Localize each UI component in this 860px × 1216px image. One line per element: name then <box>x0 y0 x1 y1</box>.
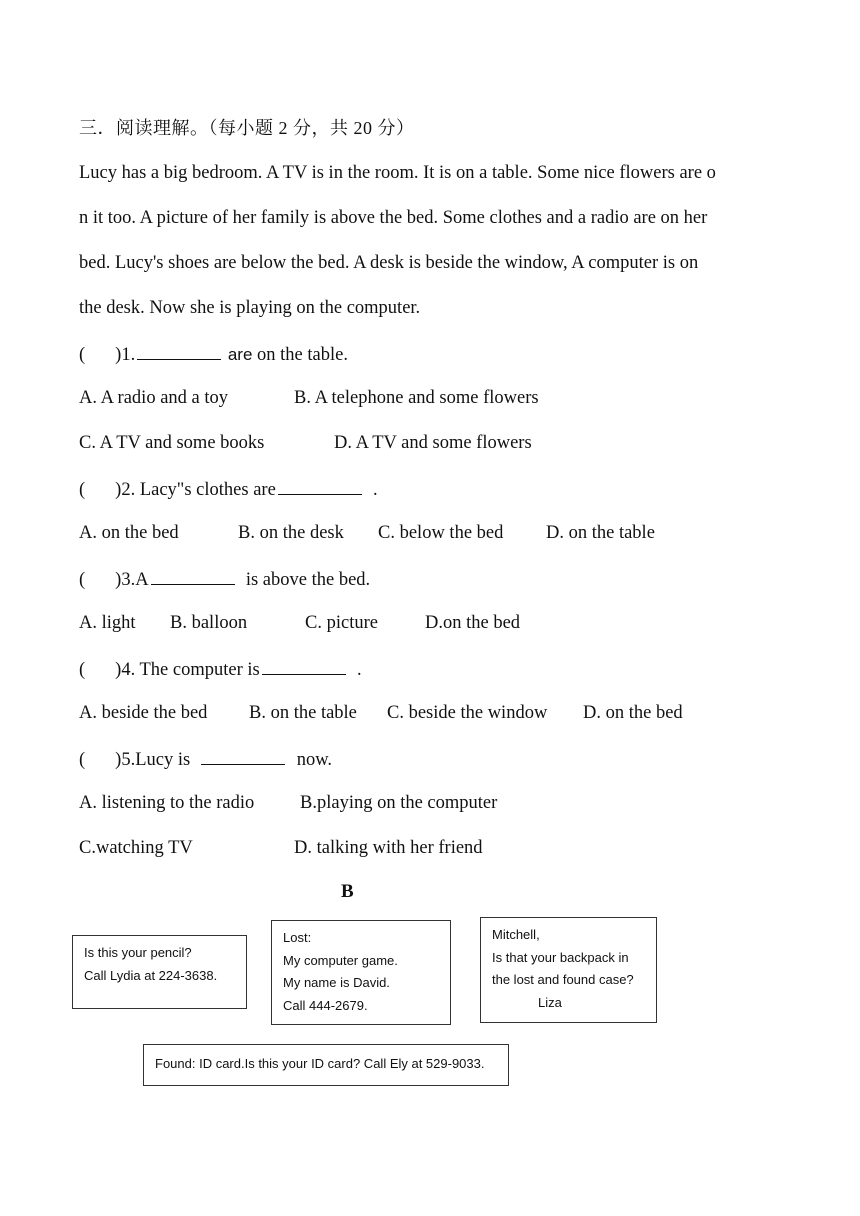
question-stem: )3.A <box>115 570 149 590</box>
question-stem-end: is above the bed. <box>245 570 371 590</box>
question-3 <box>79 566 370 592</box>
q2-option-b: B. on the desk <box>238 523 344 543</box>
note-pencil <box>72 935 247 1009</box>
question-stem-mid: are <box>227 345 253 364</box>
note-line: Call Lydia at 224-3638. <box>84 967 218 983</box>
q2-option-a: A. on the bed <box>79 523 179 543</box>
question-2 <box>79 476 378 502</box>
q5-option-a: A. listening to the radio <box>79 793 255 813</box>
note-line: My name is David. <box>283 975 390 990</box>
passage-line-2: n it too. A picture of her family is above the bed. Some clothes and a radio are on her <box>79 208 708 228</box>
q1-option-a: A. A radio and a toy <box>79 388 229 408</box>
q5-option-d: D. talking with her friend <box>294 838 483 858</box>
part-b-title: B <box>341 881 354 902</box>
q5-option-c: C.watching TV <box>79 838 193 858</box>
q2-option-d: D. on the table <box>546 523 655 543</box>
note-line: Call 444-2679. <box>283 997 368 1013</box>
q4-option-d: D. on the bed <box>583 703 683 723</box>
passage-line-4: the desk. Now she is playing on the computer. <box>79 298 421 318</box>
q1-option-d: D. A TV and some flowers <box>334 433 532 453</box>
answer-paren: ( <box>79 345 86 365</box>
note-lost-game <box>271 920 451 1025</box>
answer-paren: ( <box>79 480 86 500</box>
answer-paren: ( <box>79 750 86 770</box>
note-line: the lost and found case? <box>492 972 634 987</box>
note-line: Is that your backpack in <box>492 949 629 965</box>
note-signature: Liza <box>538 994 562 1010</box>
note-found-id <box>143 1044 509 1086</box>
answer-blank <box>151 566 235 585</box>
passage-line-3: bed. Lucy's shoes are below the bed. A desk is beside the window, A computer is on <box>79 253 699 273</box>
q4-option-b: B. on the table <box>249 703 357 723</box>
answer-blank <box>278 476 362 495</box>
note-line: My computer game. <box>283 952 398 968</box>
answer-blank <box>137 341 221 360</box>
q3-option-a: A. light <box>79 613 136 633</box>
note-line: Mitchell, <box>492 927 540 942</box>
answer-blank <box>262 656 346 675</box>
q4-option-a: A. beside the bed <box>79 703 208 723</box>
q1-option-b: B. A telephone and some flowers <box>294 388 539 408</box>
question-stem-end: on the table. <box>252 345 348 365</box>
q2-option-c: C. below the bed <box>378 523 504 543</box>
answer-paren: ( <box>79 660 86 680</box>
note-line: Found: ID card.Is this your ID card? Call Ely at 529-9033. <box>155 1056 485 1071</box>
answer-paren: ( <box>79 570 86 590</box>
section-heading: 三．阅读理解。（每小题 2 分，共 20 分） <box>79 118 415 138</box>
q3-option-d: D.on the bed <box>425 613 521 633</box>
passage-line-1: Lucy has a big bedroom. A TV is in the room. It is on a table. Some nice flowers are o <box>79 163 716 183</box>
question-5 <box>79 746 332 772</box>
q3-option-b: B. balloon <box>170 613 248 633</box>
question-stem: )4. The computer is <box>115 660 260 680</box>
question-stem: )5.Lucy is <box>115 750 191 770</box>
question-stem-end: . <box>356 660 362 680</box>
note-line: Lost: <box>283 930 312 945</box>
q4-option-c: C. beside the window <box>387 703 548 723</box>
question-stem-end: now. <box>296 750 332 770</box>
question-1 <box>79 341 348 367</box>
q3-option-c: C. picture <box>305 613 378 633</box>
question-4 <box>79 656 362 682</box>
q1-option-c: C. A TV and some books <box>79 433 265 453</box>
question-stem: )1. <box>115 345 136 365</box>
note-backpack <box>480 917 657 1023</box>
answer-blank <box>201 746 285 765</box>
q5-option-b: B.playing on the computer <box>300 793 498 813</box>
question-stem: )2. Lacy"s clothes are <box>115 480 276 500</box>
question-stem-end: . <box>373 480 378 500</box>
note-line: Is this your pencil? <box>84 945 192 960</box>
